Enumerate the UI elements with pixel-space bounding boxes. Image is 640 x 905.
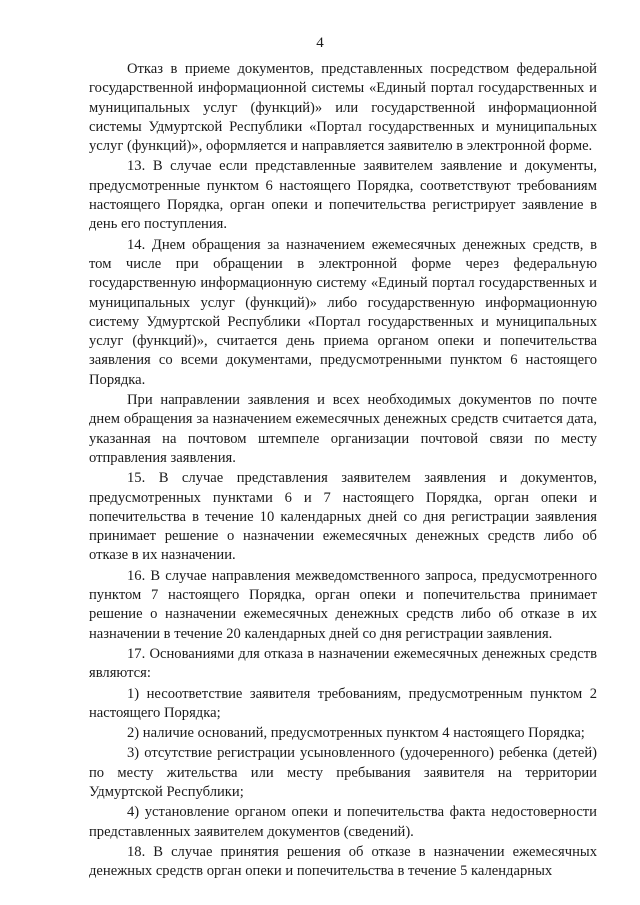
paragraph-13: 13. В случае если представленные заявителем заявление и документы, предусмотренные пунктом 6 настоящего Порядка, соответствуют требованиям настоящего Порядка, орган опеки и попечительства регистрирует заявление в день его поступления.	[89, 158, 597, 233]
list-item-17-4: 4) установление органом опеки и попечительства факта недостоверности представленных заявителем документов (сведений).	[89, 804, 597, 840]
document-body	[89, 60, 597, 882]
paragraph-16: 16. В случае направления межведомственного запроса, предусмотренного пунктом 7 настоящего Порядка, орган опеки и попечительства принимает решение о назначении ежемесячных денежных средств либо об отказе в их назначении в течение 20 календарных дней со дня регистрации заявления.	[89, 567, 597, 642]
paragraph-17: 17. Основаниями для отказа в назначении ежемесячных денежных средств являются:	[89, 645, 597, 682]
paragraph-refusal-electronic: Отказ в приеме документов, представленных посредством федеральной государственной информационной системы «Единый портал государственных и муниципальных услуг (функций)» или государственной информационной системы Удмуртской Республики «Портал государственных и муниципальных услуг (функций)», оформляется и направляется заявителю в электронной форме.	[89, 61, 597, 155]
paragraph-15: 15. В случае представления заявителем заявления и документов, предусмотренных пунктами 6 и 7 настоящего Порядка, орган опеки и попечительства в течение 10 календарных дней со дня регистрации заявления принимает решение о назначении ежемесячных денежных средств либо об отказе в их назначении.	[89, 470, 597, 564]
paragraph-14: 14. Днем обращения за назначением ежемесячных денежных средств, в том числе при обращении в электронной форме через федеральную государственную информационную систему «Единый портал государственных и муниципальных услуг (функций)» либо государственную информационную систему Удмуртской Республики «Портал государственных и муниципальных услуг (функций)», считается день приема органом опеки и попечительства заявления со всеми документами, предусмотренными пунктом 6 настоящего Порядка.	[89, 236, 597, 388]
list-item-17-3: 3) отсутствие регистрации усыновленного (удочеренного) ребенка (детей) по месту жительства или месту пребывания заявителя на территории Удмуртской Республики;	[89, 745, 597, 800]
list-item-17-2: 2) наличие оснований, предусмотренных пунктом 4 настоящего Порядка;	[127, 725, 585, 742]
page-number: 4	[316, 35, 324, 51]
list-item-17-1: 1) несоответствие заявителя требованиям, предусмотренным пунктом 2 настоящего Порядка;	[89, 685, 597, 721]
paragraph-18: 18. В случае принятия решения об отказе в назначении ежемесячных денежных средств орган опеки и попечительства в течение 5 календарных	[89, 843, 597, 880]
paragraph-14-postal: При направлении заявления и всех необходимых документов по почте днем обращения за назначением ежемесячных денежных средств считается дата, указанная на почтовом штемпеле организации почтовой связи по месту отправления заявления.	[89, 392, 597, 466]
